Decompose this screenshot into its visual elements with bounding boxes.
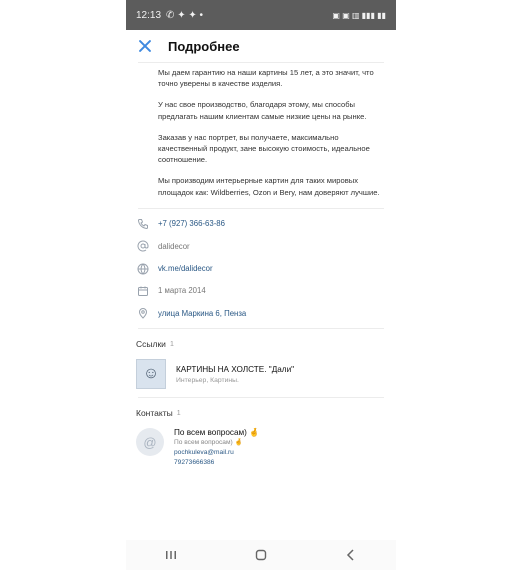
at-sign-icon: [136, 239, 150, 253]
description-paragraph: У нас свое производство, благодаря этому, мы способы предлагать нашим клиентам самые низкие цены на рынке.: [158, 100, 367, 121]
phone-number[interactable]: +7 (927) 366-63-86: [158, 219, 225, 229]
date-row: [126, 280, 396, 302]
status-bar: [126, 0, 396, 30]
close-icon[interactable]: [138, 39, 152, 53]
phone-row[interactable]: [126, 213, 396, 235]
contact-subtitle: По всем вопросам) 🤞: [174, 439, 243, 447]
globe-icon: [136, 262, 150, 276]
location-pin-icon: [136, 306, 150, 320]
notification-icons: ✆ ✦ ✦ •: [166, 9, 204, 21]
back-button[interactable]: [331, 545, 371, 565]
links-section-title: [126, 337, 396, 351]
contacts-count: 1: [176, 409, 181, 417]
status-time: 12:13: [136, 9, 162, 21]
link-title: КАРТИНЫ НА ХОЛСТЕ. "Дали": [176, 364, 295, 374]
address-link[interactable]: улица Маркина 6, Пенза: [158, 308, 247, 318]
system-nav-bar: [126, 540, 396, 570]
address-row[interactable]: [126, 302, 396, 324]
links-title: Ссылки: [136, 339, 166, 350]
recent-apps-icon: [165, 550, 177, 560]
link-item[interactable]: [126, 351, 396, 397]
page-title: Подробнее: [168, 38, 240, 54]
contact-body: [174, 428, 259, 468]
contact-email[interactable]: pochkuleva@mail.ru: [174, 449, 234, 457]
description-paragraph: Мы даем гарантию на наши картины 15 лет, а это значит, что точно уверены в качестве изделия.: [158, 68, 374, 89]
contact-phone[interactable]: 79273666386: [174, 459, 215, 467]
links-count: 1: [169, 340, 174, 348]
phone-icon: [136, 217, 150, 231]
links-divider: [138, 397, 384, 398]
contact-item[interactable]: [126, 420, 396, 476]
contacts-title: Контакты: [136, 408, 173, 419]
username: dalidecor: [158, 241, 190, 251]
back-icon: [346, 549, 356, 561]
system-status-icons: ▣ ▣ ▥ ▮▮▮ ▮▮: [332, 10, 386, 20]
link-body: [176, 365, 294, 384]
home-button[interactable]: [241, 545, 281, 565]
info-divider: [138, 328, 384, 329]
founded-date: 1 марта 2014: [158, 286, 206, 296]
sheet-header: [126, 30, 396, 62]
website-row[interactable]: [126, 257, 396, 279]
contacts-section-title: [126, 406, 396, 420]
details-sheet: [126, 30, 396, 570]
contact-name: По всем вопросам) 🤞: [174, 428, 260, 438]
description: [126, 63, 396, 198]
recent-apps-button[interactable]: [151, 545, 191, 565]
home-icon: [255, 549, 267, 561]
link-subtitle: Интерьер, Картины.: [176, 376, 239, 384]
contact-avatar-icon: @: [136, 428, 164, 456]
info-list: [126, 209, 396, 324]
link-thumbnail: ☺: [136, 359, 166, 389]
description-paragraph: Заказав у нас портрет, вы получаете, максимально качественный продукт, зане высокую стоимость, идеальное соотношение.: [158, 132, 370, 165]
description-paragraph: Мы производим интерьерные картин для таких мировых площадок как: Wildberries, Ozon и Bery, нам доверяют лучшие.: [158, 176, 380, 197]
website-link[interactable]: vk.me/dalidecor: [158, 264, 213, 274]
phone-screen: [126, 0, 396, 570]
username-row[interactable]: [126, 235, 396, 257]
calendar-icon: [136, 284, 150, 298]
